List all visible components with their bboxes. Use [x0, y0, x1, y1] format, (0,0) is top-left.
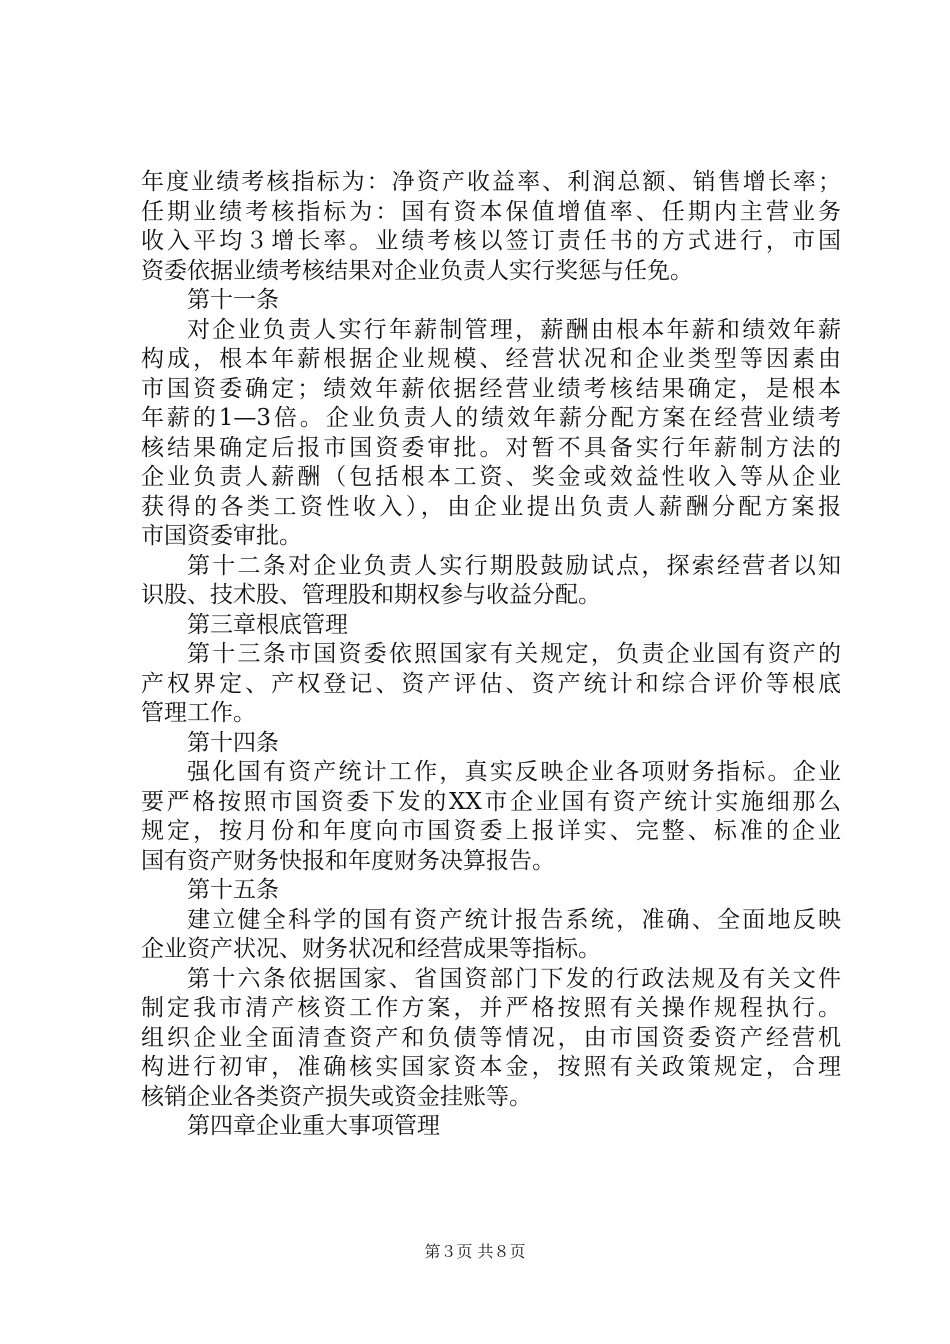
text-line: 强化国有资产统计工作，真实反映企业各项财务指标。企业	[187, 759, 841, 785]
text-line: 制定我市清产核资工作方案，并严格按照有关操作规程执行。	[141, 995, 841, 1021]
text-line: 第十四条	[187, 729, 279, 756]
text-line: 识股、技术股、管理股和期权参与收益分配。	[141, 582, 601, 608]
page-footer: 第３页 共８页	[424, 1242, 526, 1261]
text-line: 构进行初审，准确核实国家资本金，按照有关政策规定，合理	[141, 1054, 841, 1080]
text-line: 第十二条对企业负责人实行期股鼓励试点，探索经营者以知	[187, 552, 841, 579]
text-line: 组织企业全面清查资产和负债等情况，由市国资委资产经营机	[141, 1024, 841, 1051]
text-line: 构成，根本年薪根据企业规模、经营状况和企业类型等因素由	[141, 346, 841, 372]
text-line: 对企业负责人实行年薪制管理，薪酬由根本年薪和绩效年薪	[187, 316, 841, 343]
text-line: 产权界定、产权登记、资产评估、资产统计和综合评价等根底	[141, 670, 841, 697]
text-line: 第四章企业重大事项管理	[187, 1113, 440, 1139]
text-line: 企业负责人薪酬（包括根本工资、奖金或效益性收入等从企业	[141, 464, 841, 490]
text-line: 年度业绩考核指标为：净资产收益率、利润总额、销售增长率；	[141, 169, 841, 195]
text-line: 第十五条	[187, 877, 279, 903]
text-line: 国有资产财务快报和年度财务决算报告。	[141, 847, 555, 874]
text-line: 第十三条市国资委依照国家有关规定，负责企业国有资产的	[187, 641, 841, 667]
text-line: 规定，按月份和年度向市国资委上报详实、完整、标准的企业	[141, 818, 841, 844]
text-line: 任期业绩考核指标为：国有资本保值增值率、任期内主营业务	[141, 198, 841, 225]
text-line: 第十一条	[187, 287, 279, 313]
text-line: 市国资委审批。	[141, 523, 302, 549]
text-line: 要严格按照市国资委下发的XX市企业国有资产统计实施细那么	[141, 788, 841, 815]
text-line: 第三章根底管理	[187, 611, 348, 638]
text-line: 第十六条依据国家、省国资部门下发的行政法规及有关文件	[187, 965, 841, 992]
text-line: 管理工作。	[141, 700, 256, 726]
text-line: 市国资委确定；绩效年薪依据经营业绩考核结果确定，是根本	[141, 375, 841, 402]
document-body	[141, 168, 841, 1142]
text-line: 资委依据业绩考核结果对企业负责人实行奖惩与任免。	[141, 257, 693, 284]
text-line: 核销企业各类资产损失或资金挂账等。	[141, 1083, 532, 1110]
text-line: 企业资产状况、财务状况和经营成果等指标。	[141, 936, 601, 962]
text-line: 年薪的1—3倍。企业负责人的绩效年薪分配方案在经营业绩考	[141, 405, 841, 431]
text-line: 核结果确定后报市国资委审批。对暂不具备实行年薪制方法的	[141, 434, 841, 461]
text-line: 建立健全科学的国有资产统计报告系统，准确、全面地反映	[187, 906, 841, 933]
text-line: 获得的各类工资性收入），由企业提出负责人薪酬分配方案报	[141, 493, 841, 520]
text-line: 收入平均３增长率。业绩考核以签订责任书的方式进行，市国	[141, 228, 841, 254]
